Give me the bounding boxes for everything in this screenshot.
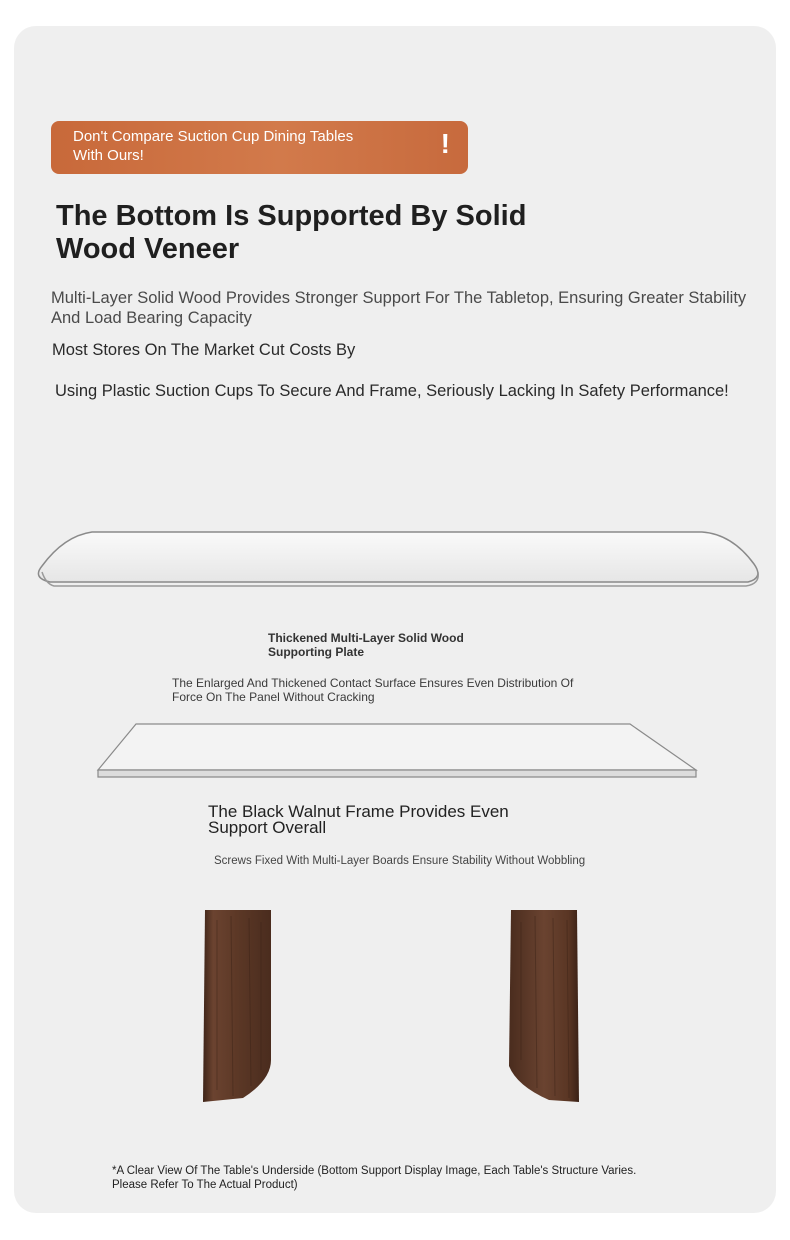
frame-caption: Screws Fixed With Multi-Layer Boards Ensure Stability Without Wobbling bbox=[214, 855, 586, 867]
page-title: The Bottom Is Supported By Solid Wood Veneer bbox=[56, 200, 527, 265]
plate-caption: The Enlarged And Thickened Contact Surface Ensures Even Distribution Of Force On The Panel Without Cracking bbox=[172, 676, 574, 704]
description-suction-cups: Using Plastic Suction Cups To Secure And Frame, Seriously Lacking In Safety Performance! bbox=[55, 382, 729, 400]
exclamation-icon: ! bbox=[440, 128, 450, 159]
tabletop-image bbox=[32, 526, 762, 596]
plate-label: Thickened Multi-Layer Solid Wood Supporting Plate bbox=[268, 631, 464, 659]
walnut-leg-left bbox=[203, 910, 273, 1102]
frame-title: The Black Walnut Frame Provides Even Support Overall bbox=[208, 802, 509, 837]
supporting-plate-image bbox=[96, 722, 698, 780]
footnote: *A Clear View Of The Table's Underside (Bottom Support Display Image, Each Table's Structure Varies. Please Refer To The Actual Product) bbox=[112, 1165, 637, 1191]
badge-text: Don't Compare Suction Cup Dining Tables With Ours! bbox=[73, 128, 354, 164]
description-cost: Most Stores On The Market Cut Costs By bbox=[52, 341, 356, 359]
product-panel bbox=[14, 26, 776, 1213]
walnut-leg-right bbox=[509, 910, 579, 1102]
description-support: Multi-Layer Solid Wood Provides Stronger Support For The Tabletop, Ensuring Greater Stability And Load Bearing Capacity bbox=[51, 289, 747, 327]
comparison-badge bbox=[51, 121, 468, 174]
